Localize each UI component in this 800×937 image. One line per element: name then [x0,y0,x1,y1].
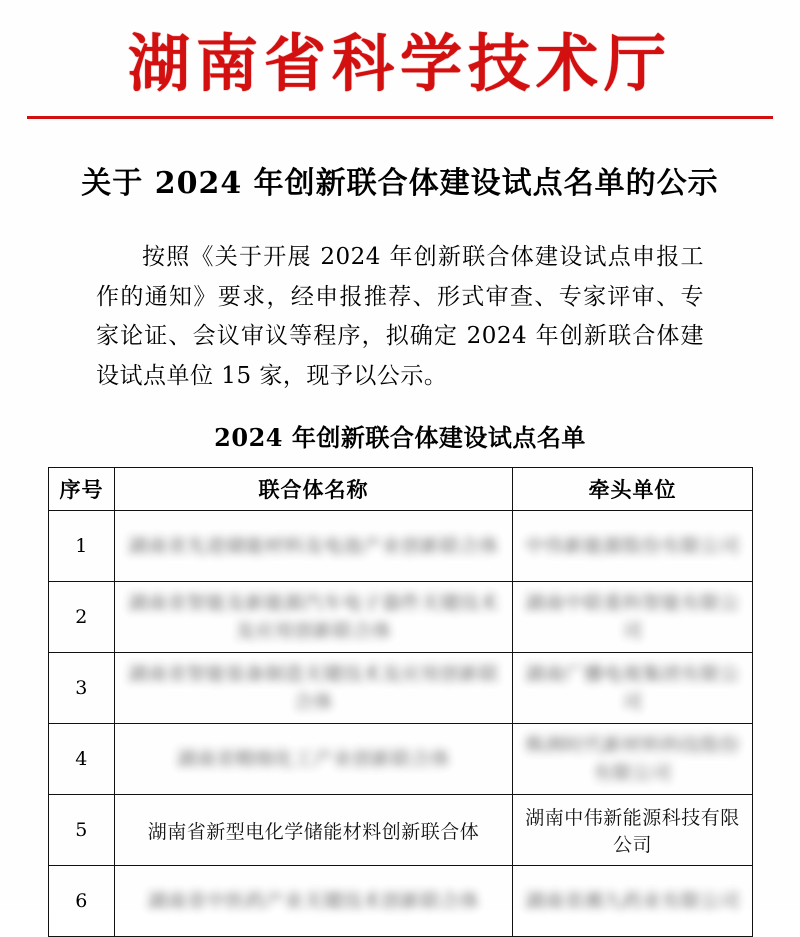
agency-title: 湖南省科学技术厅 [127,27,672,100]
row-lead-organization: 湖南中联重科智能有限公司 [513,582,753,653]
notice-body [96,238,704,396]
row-lead-organization: 湖南中伟新能源科技有限公司 [513,795,753,866]
row-index: 2 [49,582,115,653]
row-consortium-name: 湖南省智能及新能源汽车电子器件关键技术及应用创新联合体 [115,582,513,653]
row-index: 3 [49,653,115,724]
row-index: 6 [49,866,115,937]
notice-paragraph: 按照《关于开展 2024 年创新联合体建设试点申报工作的通知》要求，经申报推荐、形式审查、专家评审、专家论证、会议审议等程序，拟确定 2024 年创新联合体建设试点单位 15 家，现予以公示。 [96,244,704,389]
row-consortium-name: 湖南省先进储能材料及电池产业创新联合体 [115,511,513,582]
table-row [49,795,753,866]
column-header-lead-organization: 牵头单位 [513,468,753,511]
row-index: 1 [49,511,115,582]
table-caption: 2024 年创新联合体建设试点名单 [214,423,586,453]
row-index: 5 [49,795,115,866]
page-title: 关于 2024 年创新联合体建设试点名单的公示 [81,166,719,202]
table-row [49,582,753,653]
list-table-wrapper [48,467,752,937]
table-row [49,866,753,937]
row-lead-organization: 湖南省湘九药业有限公司 [513,866,753,937]
column-header-consortium-name: 联合体名称 [115,468,513,511]
table-header-row [49,468,753,511]
row-consortium-name: 湖南省新型电化学储能材料创新联合体 [115,795,513,866]
row-lead-organization: 株洲时代新材料科技股份有限公司 [513,724,753,795]
row-consortium-name: 湖南省中医药产业关键技术创新联合体 [115,866,513,937]
masthead [0,0,800,125]
row-lead-organization: 中伟新能源股份有限公司 [513,511,753,582]
table-row [49,511,753,582]
column-header-index: 序号 [49,468,115,511]
row-consortium-name: 湖南省智能装备制造关键技术及应用创新联合体 [115,653,513,724]
masthead-divider [27,116,773,119]
table-row [49,724,753,795]
table-row [49,653,753,724]
pilot-list-table [48,467,753,937]
row-index: 4 [49,724,115,795]
row-lead-organization: 湖南广播电视集团有限公司 [513,653,753,724]
row-consortium-name: 湖南省精细化工产业创新联合体 [115,724,513,795]
